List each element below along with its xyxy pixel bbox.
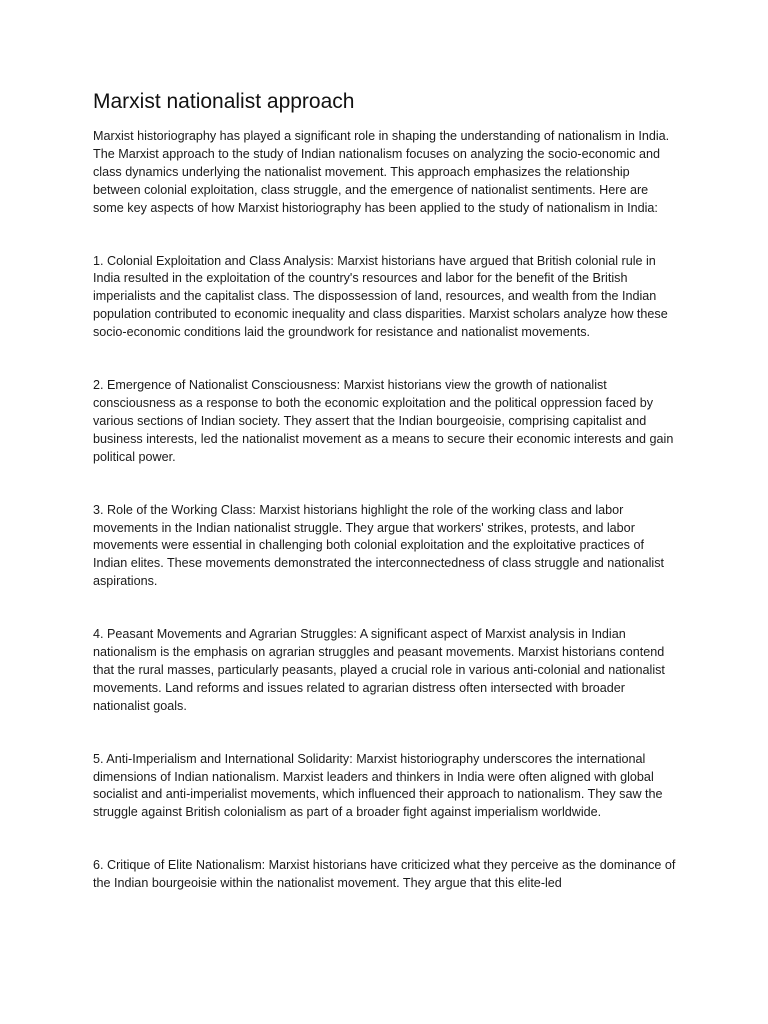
point-paragraph-2: 2. Emergence of Nationalist Consciousness: Marxist historians view the growth of nationalist consciousness as a response to both the economic exploitation and the political oppression faced by various sections of Indian society. They assert that the Indian bourgeoisie, comprising capitalist and business interests, led the nationalist movement as a means to secure their economic interests and gain political power.: [93, 378, 674, 464]
intro-paragraph: Marxist historiography has played a significant role in shaping the understanding of nationalism in India. The Marxist approach to the study of Indian nationalism focuses on analyzing the socio-economic and class dynamics underlying the nationalist movement. This approach emphasizes the relationship between colonial exploitation, class struggle, and the emergence of nationalist sentiments. Here are some key aspects of how Marxist historiography has been applied to the study of nationalism in India:: [93, 129, 670, 215]
point-paragraph-1: 1. Colonial Exploitation and Class Analysis: Marxist historians have argued that British colonial rule in India resulted in the exploitation of the country's resources and labor for the benefit of the British imperialists and the capitalist class. The dispossession of land, resources, and wealth from the Indian population contributed to economic inequality and class disparities. Marxist scholars analyze how these socio-economic conditions laid the groundwork for resistance and nationalist movements.: [93, 253, 668, 340]
point-paragraph-6: 6. Critique of Elite Nationalism: Marxist historians have criticized what they perceive as the dominance of the Indian bourgeoisie within the nationalist movement. They argue that this elite-led: [93, 858, 676, 891]
document-title: Marxist nationalist approach: [93, 90, 355, 113]
point-paragraph-3: 3. Role of the Working Class: Marxist historians highlight the role of the working class and labor movements in the Indian nationalist struggle. They argue that workers' strikes, protests, and labor movements were essential in challenging both colonial exploitation and the exploitative practices of Indian elites. These movements demonstrated the interconnectedness of class struggle and nationalist aspirations.: [93, 502, 665, 589]
point-paragraph-5: 5. Anti-Imperialism and International Solidarity: Marxist historiography underscores the international dimensions of Indian nationalism. Marxist leaders and thinkers in India were often aligned with global socialist and anti-imperialist movements, which influenced their approach to nationalism. They saw the struggle against British colonialism as part of a broader fight against imperialism worldwide.: [93, 751, 663, 820]
point-paragraph-4: 4. Peasant Movements and Agrarian Struggles: A significant aspect of Marxist analysis in Indian nationalism is the emphasis on agrarian struggles and peasant movements. Marxist historians contend that the rural masses, particularly peasants, played a crucial role in various anti-colonial and nationalist movements. Land reforms and issues related to agrarian distress often intersected with broader nationalist goals.: [93, 627, 665, 713]
document-page: [93, 88, 677, 893]
